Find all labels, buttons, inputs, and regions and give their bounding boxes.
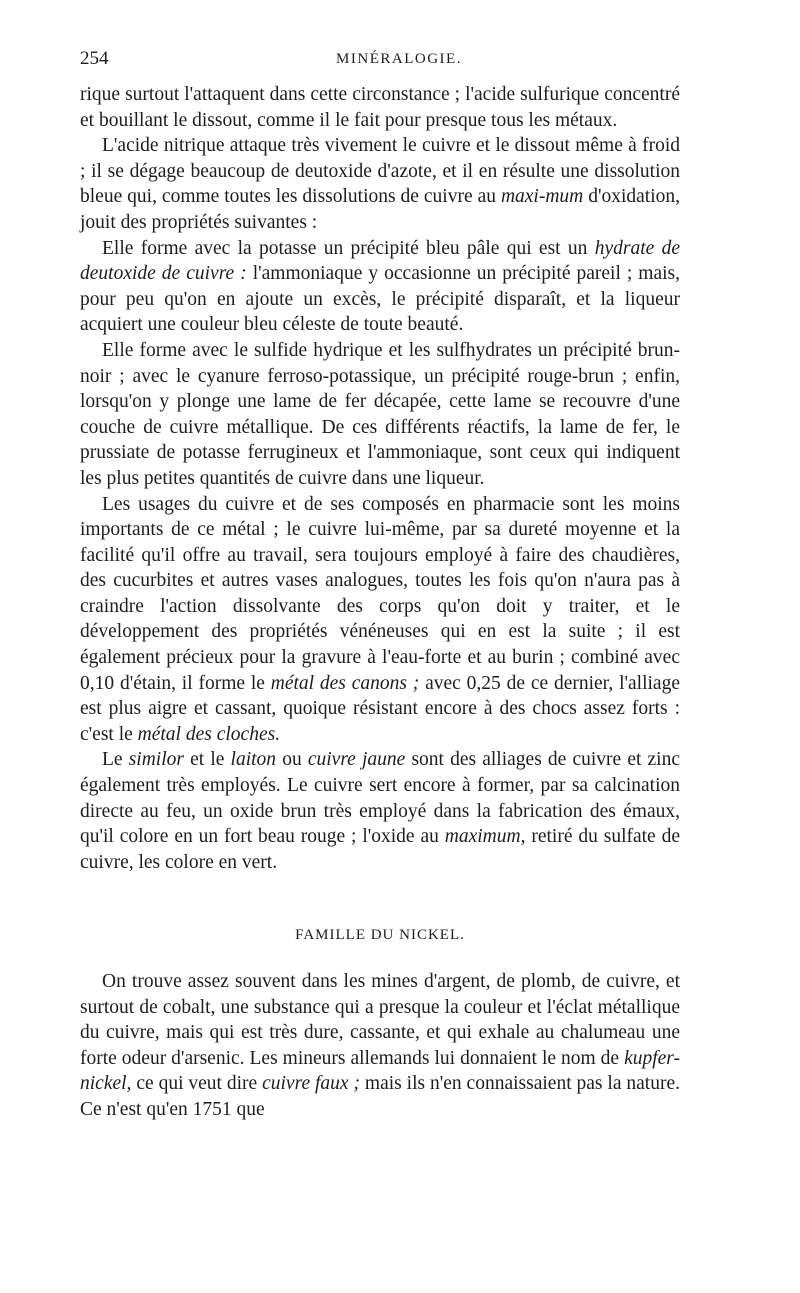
text-run: l'ammoniaque y occasionne un précipité pareil ; mais, pour peu qu'on en ajoute un excès, le précipité disparaît, et la liqueur acquiert une couleur bleu céleste de toute beauté. [80,263,681,336]
paragraph [80,133,680,235]
text-run: d'oxidation, jouit des propriétés suivantes : [80,186,681,233]
text-run: et le [183,749,231,771]
italic-run: maxi-mum [500,186,584,208]
text-run: ce qui veut dire [131,1073,263,1095]
running-title: MINÉRALOGIE. [336,51,462,67]
italic-run: cuivre faux ; [262,1073,360,1095]
paragraph [80,492,680,748]
paragraph [80,82,680,133]
text-run: retiré du sulfate de cuivre, les colore en vert. [80,826,680,873]
text-run: Elle forme avec la potasse un précipité bleu pâle qui est un [102,237,595,259]
page-number: 254 [80,48,109,69]
italic-run: métal des canons ; [270,672,420,694]
paragraph [80,969,680,1123]
text-run: Elle forme avec le sulfide hydrique et les sulfhydrates un précipité brun-noir ; avec le cyanure ferroso-potassique, un précipité rouge-brun ; enfin, lorsqu'on y plonge une lame de fer décapée, cette lame se recouvre d'une couche de cuivre métallique. De ces différents réactifs, la lame de fer, le prussiate de potasse ferrugineux et l'ammoniaque, sont ceux qui indiquent les plus petites quantités de cuivre dans une liqueur. [80,339,680,489]
text-run: rique surtout l'attaquent dans cette circonstance ; l'acide sulfurique concentré et bouillant le dissout, comme il le fait pour presque tous les métaux. [80,84,680,131]
italic-run: hydrate de deutoxide de cuivre : [80,237,680,285]
italic-run: laiton [230,749,277,771]
body-text [80,82,680,1123]
text-run: sont des alliages de cuivre et zinc également très employés. Le cuivre sert encore à former, par sa calcination directe au feu, un oxide brun très employé dans la fabrication des émaux, qu'il colore en un fort beau rouge ; l'oxide au [80,749,681,848]
paragraph [80,236,680,338]
text-run: Le [102,749,129,771]
text-run: mais ils n'en connaissaient pas la nature. Ce n'est qu'en 1751 que [80,1073,680,1120]
text-run: avec 0,25 de ce dernier, l'alliage est plus aigre et cassant, quoique résistant encore à des chocs assez forts : c'est le [80,672,680,745]
italic-run: maximum, [444,826,526,848]
italic-run: similor [128,749,184,771]
text-run: On trouve assez souvent dans les mines d'argent, de plomb, de cuivre, et surtout de cobalt, une substance qui a presque la couleur et l'éclat métallique du cuivre, mais qui est très dure, cassante, et qui exhale au chalumeau une forte odeur d'arsenic. Les mineurs allemands lui donnaient le nom de [80,971,680,1069]
section-title: FAMILLE DU NICKEL. [295,927,465,944]
italic-run: cuivre jaune [307,749,406,771]
text-run: Les usages du cuivre et de ses composés en pharmacie sont les moins importants de ce métal ; le cuivre lui-même, par sa dureté moyenne et la facilité qu'il offre au travail, sera toujours employé à faire des chaudières, des cucurbites et autres vases analogues, toutes les fois qu'on n'aura pas à craindre l'action dissolvante des corps qu'on doit y traiter, et le développement des propriétés vénéneuses qui en est la suite ; il est également précieux pour la gravure à l'eau-forte et au burin ; combiné avec 0,10 d'étain, il forme le [80,493,680,694]
running-header [80,48,718,76]
italic-run: métal des cloches. [137,723,281,745]
text-run: ou [276,749,308,771]
italic-run: kupfer-nickel, [80,1047,680,1095]
paragraph [80,747,680,875]
text-run: L'acide nitrique attaque très vivement le cuivre et le dissout même à froid ; il se dégage beaucoup de deutoxide d'azote, et il en résulte une dissolution bleue qui, comme toutes les dissolutions de cuivre au [80,135,680,208]
paragraph [80,338,680,492]
